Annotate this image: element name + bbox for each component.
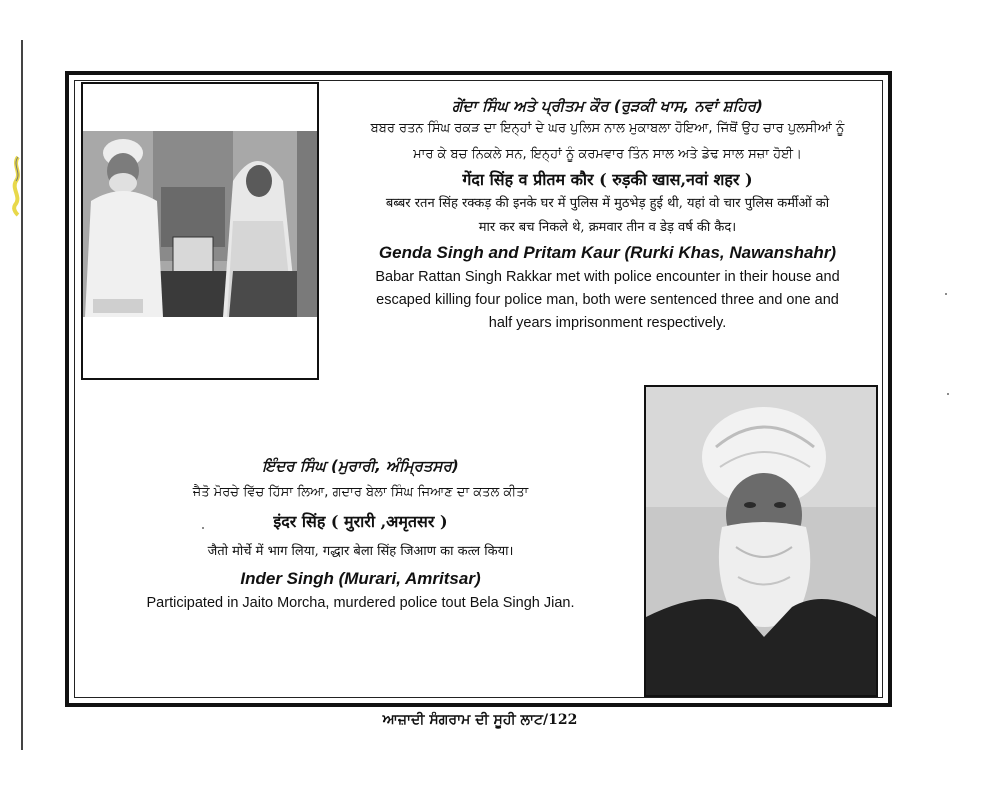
- inder-singh-photo-image: [646, 387, 876, 695]
- entry1-gurmukhi-line-2: ਮਾਰ ਕੇ ਬਚ ਨਿਕਲੇ ਸਨ, ਇਨ੍ਹਾਂ ਨੂੰ ਕਰਮਵਾਰ ਤਿੰਨ ਸਾਲ ਅਤੇ ਡੇਢ ਸਾਲ ਸਜ਼ਾ ਹੋਈ।: [413, 147, 802, 162]
- couple-photo-image: [83, 131, 317, 317]
- yellow-tag-mark: [10, 155, 24, 217]
- scan-speck: [202, 527, 204, 529]
- entry2-hindi-title: इंदर सिंह ( मुरारी ,अमृतसर ): [273, 512, 448, 531]
- entry1-english-line-2: escaped killing four police man, both were sentenced three and one and: [376, 292, 839, 308]
- entry1-hindi-line-1: बब्बर रतन सिंह रक्कड़ की इनके घर में पुलिस में मुठभेड़ हुई थी, यहां वो चार पुलिस कर्मीओं को: [385, 196, 830, 211]
- entry1-gurmukhi-title: ਗੇਂਦਾ ਸਿੰਘ ਅਤੇ ਪ੍ਰੀਤਮ ਕੌਰ (ਰੁੜਕੀ ਖਾਸ, ਨਵਾਂ ਸ਼ਹਿਰ): [452, 97, 763, 115]
- entry1-english-title: Genda Singh and Pritam Kaur (Rurki Khas, Nawanshahr): [378, 243, 837, 262]
- entry-genda-singh: [325, 96, 890, 335]
- inder-singh-photo-frame: [644, 385, 878, 697]
- entry2-gurmukhi-line: ਜੈਤੋ ਮੋਰਚੇ ਵਿੱਚ ਹਿੱਸਾ ਲਿਆ, ਗਦਾਰ ਬੇਲਾ ਸਿੰਘ ਜਿਆਣ ਦਾ ਕਤਲ ਕੀਤਾ: [192, 485, 529, 500]
- entry1-hindi-line-2: मार कर बच निकले थे, क्रमवार तीन व डेड़ वर्ष की कैद।: [478, 220, 737, 235]
- entry1-english-line-1: Babar Rattan Singh Rakkar met with police encounter in their house and: [375, 269, 840, 285]
- page-footer: ਆਜ਼ਾਦੀ ਸੰਗਰਾਮ ਦੀ ਸੂਹੀ ਲਾਟ/122: [382, 712, 578, 728]
- entry2-english-title: Inder Singh (Murari, Amritsar): [240, 569, 481, 588]
- entry2-english-line: Participated in Jaito Morcha, murdered police tout Bela Singh Jian.: [146, 595, 575, 611]
- entry2-gurmukhi-title: ਇੰਦਰ ਸਿੰਘ (ਮੁਰਾਰੀ, ਅੰਮ੍ਰਿਤਸਰ): [262, 457, 459, 475]
- scan-speck: [945, 293, 947, 295]
- entry1-gurmukhi-line-1: ਬਬਰ ਰਤਨ ਸਿੰਘ ਰਕੜ ਦਾ ਇਨ੍ਹਾਂ ਦੇ ਘਰ ਪੁਲਿਸ ਨਾਲ ਮੁਕਾਬਲਾ ਹੋਇਆ, ਜਿੱਥੋਂ ਉਹ ਚਾਰ ਪੁਲਸੀਆਂ ਨੂੰ: [370, 121, 845, 136]
- scan-speck: [947, 393, 949, 395]
- couple-photo-frame: [81, 82, 319, 380]
- binding-margin-line: [21, 40, 23, 750]
- entry1-hindi-title: गेंदा सिंह व प्रीतम कौर ( रुड़की खास,नवां शहर ): [462, 170, 753, 189]
- entry1-english-line-3: half years imprisonment respectively.: [488, 315, 727, 331]
- entry-inder-singh: [88, 452, 633, 615]
- entry2-hindi-line: जैतो मोर्चे में भाग लिया, गद्धार बेला सिंह जिआण का कत्ल किया।: [207, 544, 514, 559]
